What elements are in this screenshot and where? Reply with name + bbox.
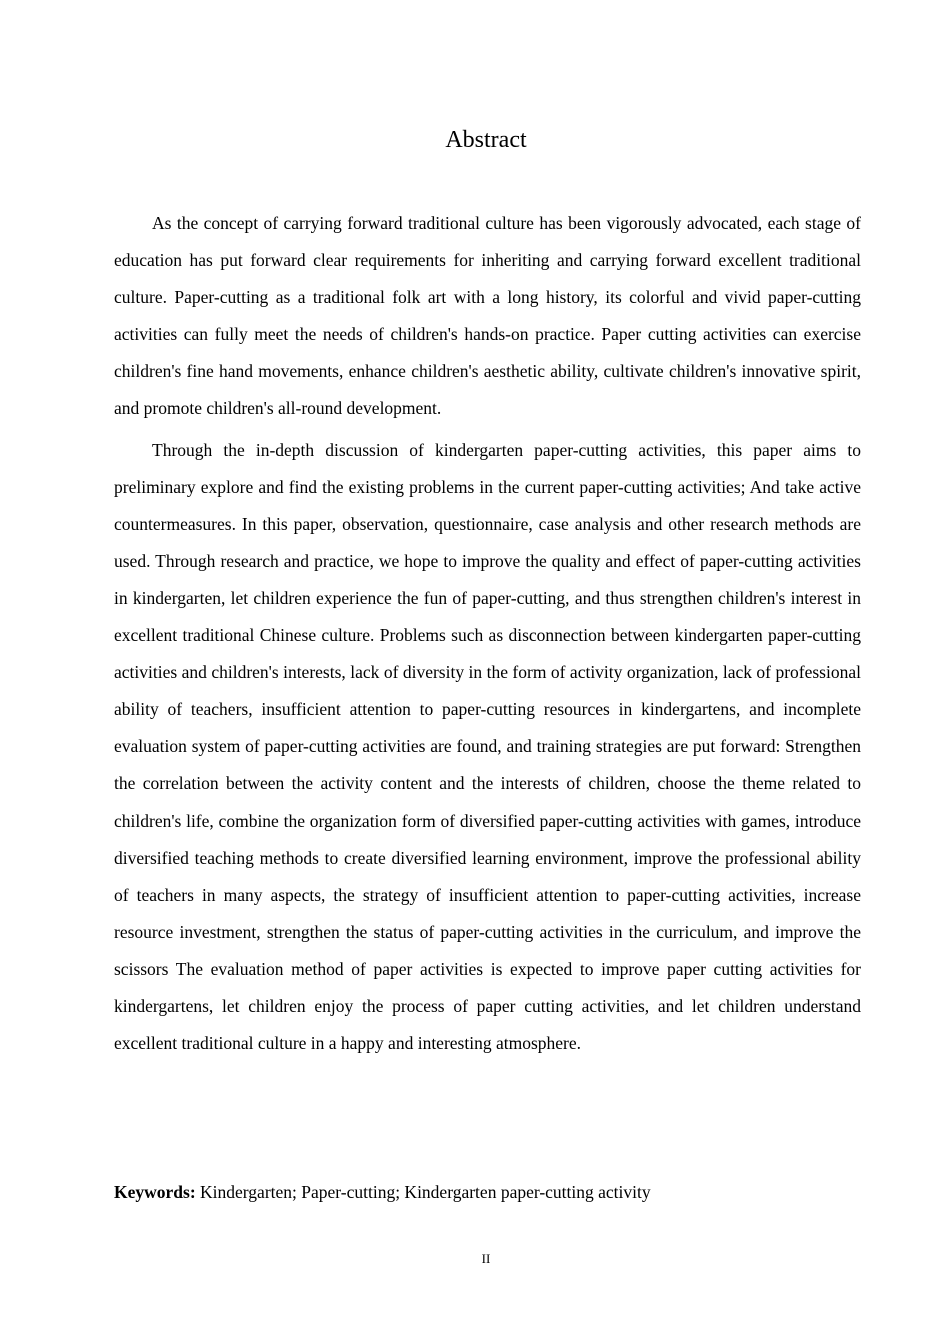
page-number: II — [481, 1251, 491, 1266]
abstract-paragraph-2: Through the in-depth discussion of kindergarten paper-cutting activities, this paper aims to preliminary explore and find the existing problems in the current paper-cutting activities; And take active countermeasures. In this paper, observation, questionnaire, case analysis and other research methods are used. Through research and practice, we hope to improve the quality and effect of paper-cutting activities in kindergarten, let children experience the fun of paper-cutting, and thus strengthen children's interest in excellent traditional Chinese culture. Problems such as disconnection between kindergarten paper-cutting activities and children's interests, lack of diversity in the form of activity organization, lack of professional ability of teachers, insufficient attention to paper-cutting resources in kindergartens, and incomplete evaluation system of paper-cutting activities are found, and training strategies are put forward: Strengthen the correlation between the activity content and the interests of children, choose the theme related to children's life, combine the organization form of diversified paper-cutting activities with games, introduce diversified teaching methods to create diversified learning environment, improve the professional ability of teachers in many aspects, the strategy of insufficient attention to paper-cutting activities, increase resource investment, strengthen the status of paper-cutting activities in the curriculum, and improve the scissors The evaluation method of paper activities is expected to improve paper cutting activities for kindergartens, let children enjoy the process of paper cutting activities, and let children understand excellent traditional culture in a happy and interesting atmosphere. — [114, 439, 861, 1054]
abstract-title: Abstract — [445, 127, 527, 153]
abstract-body — [114, 205, 861, 1066]
abstract-paragraph-1: As the concept of carrying forward traditional culture has been vigorously advocated, each stage of education has put forward clear requirements for inheriting and carrying forward excellent traditional culture. Paper-cutting as a traditional folk art with a long history, its colorful and vivid paper-cutting activities can fully meet the needs of children's hands-on practice. Paper cutting activities can exercise children's fine hand movements, enhance children's aesthetic ability, cultivate children's innovative spirit, and promote children's all-round development. — [114, 213, 861, 419]
keywords-label: Keywords: — [114, 1182, 196, 1202]
keywords-line — [114, 1178, 861, 1206]
keywords-text: Kindergarten; Paper-cutting; Kindergarten paper-cutting activity — [195, 1182, 651, 1202]
